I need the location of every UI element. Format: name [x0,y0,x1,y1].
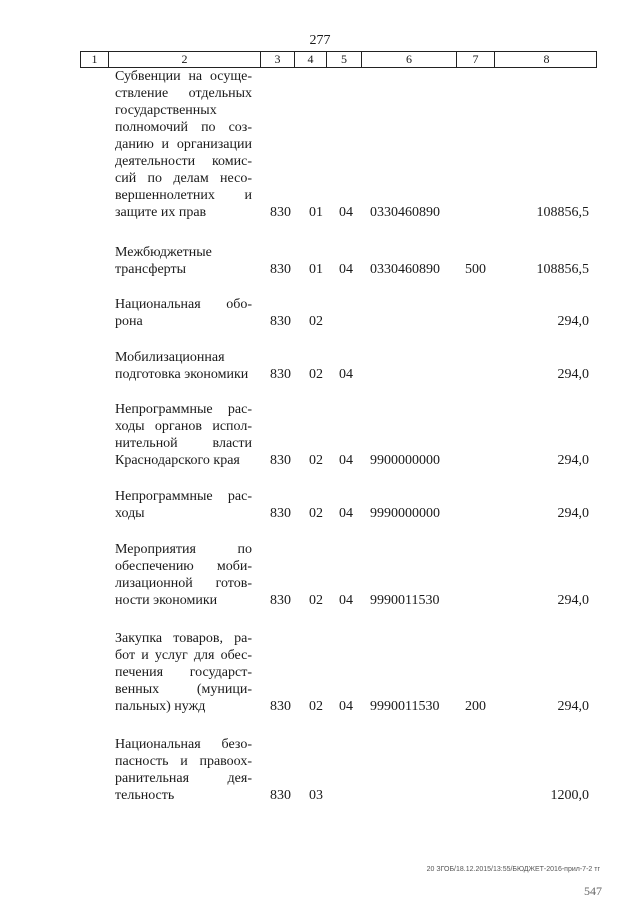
page-number: 277 [309,33,331,48]
row-col-8: 108856,5 [536,262,589,277]
row-col-5: 04 [339,593,353,608]
row-label-line: подготовка экономики [115,367,249,382]
row-label-line: данию и организации [115,137,252,152]
row-col-5: 04 [339,262,353,277]
row-label-line: вершеннолетних и [115,188,252,203]
row-label-line: пасность и правоох- [115,754,252,769]
row-col-6: 0330460890 [370,262,440,277]
row-col-4: 02 [309,453,323,468]
header-col-4: 4 [295,52,327,67]
header-col-8: 8 [543,52,550,66]
row-col-8: 294,0 [557,506,589,521]
row-label-line: нительной власти [115,436,252,451]
row-label [115,736,252,804]
row-label-line: Мероприятия по [115,542,252,557]
row-col-6: 9990000000 [370,506,440,521]
row-col-5: 04 [339,367,353,382]
row-col-4: 02 [309,314,323,329]
row-label [115,541,252,609]
row-col-3: 830 [270,453,291,468]
row-label [115,68,252,221]
row-col-4: 01 [309,205,323,220]
row-label-line: защите их прав [115,205,207,220]
row-label-line: трансферты [115,262,187,277]
row-label-line: ранительная дея- [115,771,252,786]
row-col-8: 294,0 [557,367,589,382]
row-label-line: ствление отдельных [115,86,252,101]
row-col-3: 830 [270,506,291,521]
row-label-line: обеспечению моби- [115,559,252,574]
row-col-5: 04 [339,699,353,714]
row-label-line: полномочий по соз- [115,120,252,135]
row-col-3: 830 [270,314,291,329]
row-label-line: венных (муници- [115,682,252,697]
row-col-4: 02 [309,593,323,608]
row-col-6: 9990011530 [370,699,440,714]
row-col-6: 0330460890 [370,205,440,220]
row-label-line: Мобилизационная [115,350,225,365]
row-label-line: Национальная обо- [115,297,252,312]
row-col-4: 02 [309,367,323,382]
header-col-6: 6 [362,52,457,67]
row-label-line: Закупка товаров, ра- [115,631,252,646]
row-col-3: 830 [270,205,291,220]
row-label-line: Непрограммные рас- [115,402,252,417]
row-col-5: 04 [339,506,353,521]
row-col-8: 294,0 [557,453,589,468]
row-label-line: государственных [115,103,217,118]
row-label-line: ходы органов испол- [115,419,252,434]
row-col-5: 04 [339,205,353,220]
row-col-4: 02 [309,506,323,521]
row-label-line: Национальная безо- [115,737,252,752]
row-label-line: деятельности комис- [115,154,252,169]
row-label [115,488,252,522]
row-label-line: пальных) нужд [115,699,206,714]
row-col-4: 02 [309,699,323,714]
header-col-2: 2 [109,52,261,67]
header-col-1: 1 [81,52,109,67]
row-label-line: Субвенции на осуще- [115,69,252,84]
row-label-line: рона [115,314,143,329]
row-label [115,630,252,715]
row-label-line: ности экономики [115,593,218,608]
footer-stamp: 20 ЗГОБ/18.12.2015/13:55/БЮДЖЕТ-2016-прил-7-2 тг [426,866,600,873]
row-col-4: 03 [309,788,323,803]
row-col-5: 04 [339,453,353,468]
row-label-line: печения государст- [115,665,252,680]
header-col-3: 3 [261,52,295,67]
row-col-3: 830 [270,593,291,608]
row-col-6: 9900000000 [370,453,440,468]
row-col-3: 830 [270,262,291,277]
row-col-4: 01 [309,262,323,277]
corner-number: 547 [584,884,602,898]
row-col-8: 294,0 [557,314,589,329]
row-col-7: 200 [465,699,486,714]
row-label [115,244,252,278]
row-col-8: 108856,5 [536,205,589,220]
header-col-5: 5 [327,52,362,67]
row-label-line: Непрограммные рас- [115,489,252,504]
row-col-6: 9990011530 [370,593,440,608]
row-label [115,401,252,469]
row-label-line: тельность [115,788,175,803]
table-header [80,51,597,68]
row-col-3: 830 [270,788,291,803]
row-col-8: 1200,0 [550,788,589,803]
row-label-line: сий по делам несо- [115,171,252,186]
row-col-7: 500 [465,262,486,277]
row-col-3: 830 [270,367,291,382]
row-label-line: бот и услуг для обес- [115,648,252,663]
row-label [115,349,252,383]
row-label-line: лизационной готов- [115,576,252,591]
row-col-8: 294,0 [557,593,589,608]
row-label-line: Межбюджетные [115,245,212,260]
row-label-line: ходы [115,506,145,521]
header-col-7: 7 [457,52,495,67]
row-col-8: 294,0 [557,699,589,714]
row-label [115,296,252,330]
row-col-3: 830 [270,699,291,714]
row-label-line: Краснодарского края [115,453,240,468]
